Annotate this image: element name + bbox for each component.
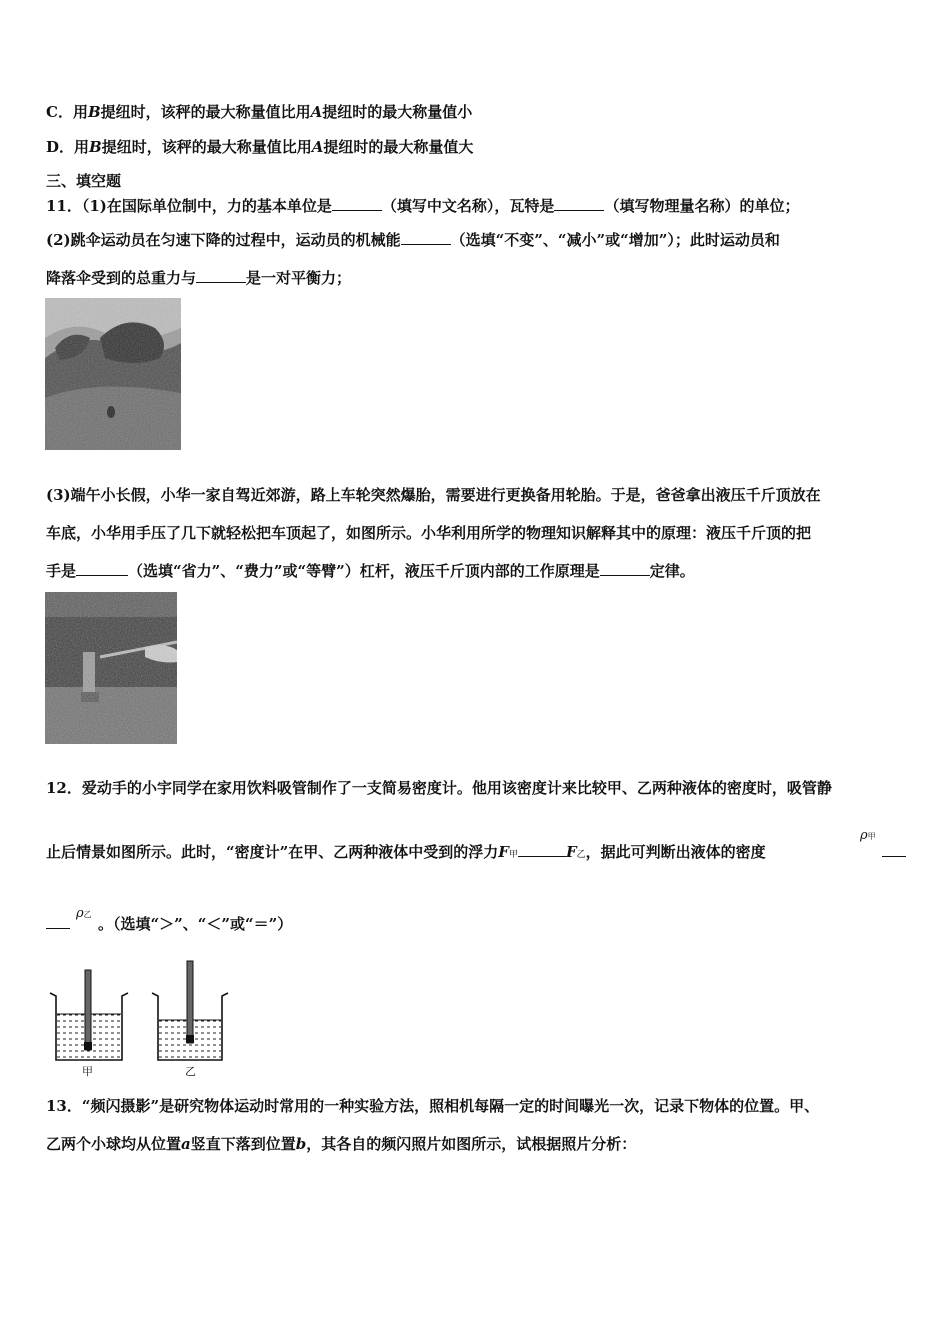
option-c [46, 102, 472, 122]
option-c-var2: A [310, 103, 323, 121]
q13-line2 [46, 1134, 636, 1154]
q11-line6-b: （选填“省力”、“费力”或“等臂”）杠杆，液压千斤顶内部的工作原理是 [128, 562, 600, 580]
option-c-suffix: 提纽时的最大称量值小 [322, 103, 473, 121]
q11-line5: 车底，小华用手压了几下就轻松把车顶起了，如图所示。小华利用所学的物理知识解释其中的原理：液压千斤顶的把 [46, 524, 812, 542]
buoyancy-f1: F [498, 843, 509, 861]
answer-blank [600, 561, 650, 576]
rho-subscript: 甲 [867, 832, 876, 841]
q13-line2-a: 乙两个小球均从位置 [46, 1135, 182, 1153]
q11-line1-b: （填写中文名称），瓦特是 [381, 197, 555, 215]
answer-blank [554, 196, 604, 211]
q11-line2 [46, 230, 780, 250]
option-c-var1: B [87, 103, 101, 121]
q12-line3: 。（选填“＞”、“＜”或“＝”） [98, 915, 293, 933]
q13-line1: 13．“频闪摄影”是研究物体运动时常用的一种实验方法，照相机每隔一定的时间曝光一次，记录下物体的位置。甲、 [46, 1097, 820, 1115]
option-d [46, 137, 473, 157]
answer-blank [401, 230, 451, 245]
parachute-photo [45, 298, 181, 450]
rho-subscript: 乙 [83, 910, 92, 919]
q11-line3 [46, 268, 351, 288]
rho-symbol: ρ [860, 828, 868, 843]
q12-line2-b: ，据此可判断出液体的密度 [585, 843, 766, 861]
q12-line2-a: 止后情景如图所示。此时，“密度计”在甲、乙两种液体中受到的浮力 [46, 843, 499, 861]
q11-line3-b: 是一对平衡力； [246, 269, 352, 287]
option-d-mid: 提纽时，该秤的最大称量值比用 [101, 138, 312, 156]
position-b: b [295, 1135, 307, 1153]
q12-line2 [46, 842, 766, 865]
q11-line1-a: 11．（1)在国际单位制中，力的基本单位是 [46, 197, 332, 215]
buoyancy-f1-sub: 甲 [508, 850, 518, 860]
answer-blank [518, 842, 566, 857]
q11-line2-b: （选填“不变”、“减小”或“增加”）；此时运动员和 [450, 231, 780, 249]
density-meter-diagram [44, 958, 234, 1078]
q11-line1 [46, 196, 799, 216]
option-c-prefix: C．用 [46, 103, 88, 121]
answer-blank [196, 268, 246, 283]
answer-blank [332, 196, 382, 211]
q11-line4: (3)端午小长假，小华一家自驾近郊游，路上车轮突然爆胎，需要进行更换备用轮胎。于是，爸爸拿出液压千斤顶放在 [46, 486, 821, 504]
answer-blank [76, 561, 128, 576]
q13-line2-c: ，其各自的频闪照片如图所示，试根据照片分析： [306, 1135, 637, 1153]
rho-jia [860, 828, 876, 843]
q11-line3-a: 降落伞受到的总重力与 [46, 269, 197, 287]
buoyancy-f2: F [565, 843, 577, 861]
q13-line2-b: 竖直下落到位置 [190, 1135, 296, 1153]
beaker-label-yi: 乙 [185, 1065, 196, 1078]
answer-blank [46, 914, 70, 929]
answer-blank [882, 842, 906, 857]
option-d-prefix: D．用 [46, 138, 90, 156]
q11-line6-a: 手是 [46, 562, 77, 580]
rho-yi [76, 906, 92, 921]
q11-line2-a: (2)跳伞运动员在匀速下降的过程中，运动员的机械能 [46, 231, 401, 249]
option-c-mid: 提纽时，该秤的最大称量值比用 [100, 103, 311, 121]
option-d-suffix: 提纽时的最大称量值大 [323, 138, 474, 156]
option-d-var1: B [89, 138, 102, 156]
buoyancy-f2-sub: 乙 [576, 850, 586, 860]
position-a: a [181, 1135, 191, 1153]
q11-line6-c: 定律。 [649, 562, 695, 580]
rho-symbol: ρ [76, 906, 84, 921]
q11-line1-c: （填写物理量名称）的单位； [604, 197, 800, 215]
q12-line1: 12．爱动手的小宇同学在家用饮料吸管制作了一支简易密度计。他用该密度计来比较甲、乙两种液体的密度时，吸管静 [46, 779, 832, 797]
hydraulic-jack-photo [45, 592, 177, 744]
section-title: 三、填空题 [46, 172, 122, 190]
option-d-var2: A [311, 138, 324, 156]
q11-line6 [46, 561, 695, 581]
beaker-label-jia: 甲 [82, 1065, 93, 1078]
